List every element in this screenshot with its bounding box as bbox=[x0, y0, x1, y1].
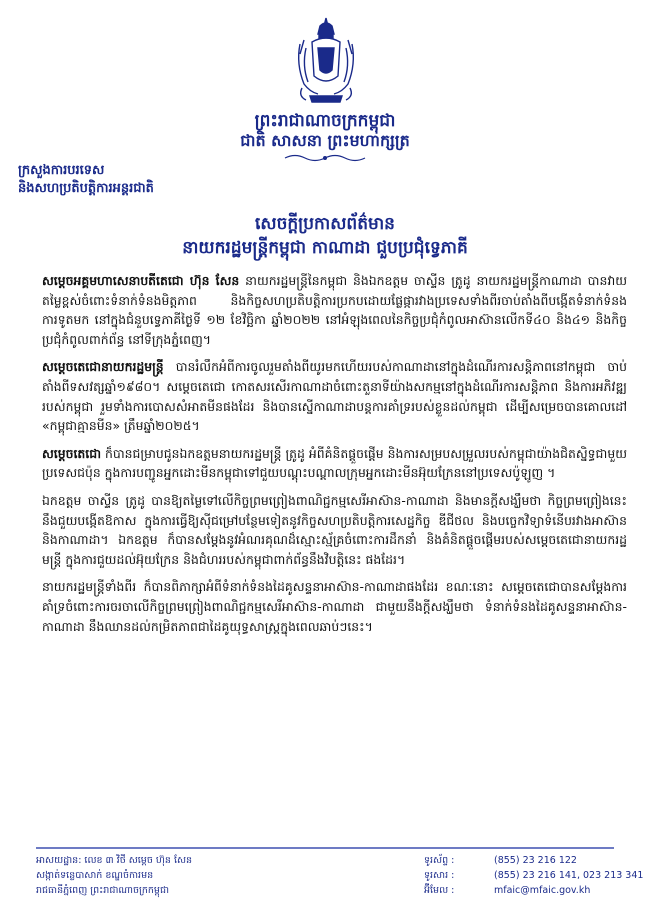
paragraph-text: បានរំលឹកអំពីការចូលរួមតាំងពីយូរមកហើយរបស់កាណាដានៅក្នុងដំណើរការសន្តិភាពនៅកម្ពុជា ចាប់តាំងពីទសវត្សឆ្នាំ១៩៨០។ សម្តេចតេជោ កោតសរសើរកាណាដាចំពោះតួនាទីយ៉ាងសកម្មនៅក្នុងដំណើរការសន្តិភាព និងការអភិវឌ្ឍរបស់កម្ពុជា រួមទាំងការបោសសំអាតមីនផងដែរ និងបានស្នើកាណាដាបន្តការគាំទ្ររបស់ខ្លួនដល់កម្ពុជា ដើម្បីសម្រេចបានគោលដៅ «កម្ពុជាគ្មានមីន» ត្រឹមឆ្នាំ២០២៥។ bbox=[42, 359, 627, 434]
kingdom-heading: ព្រះរាជាណាចក្រកម្ពុជា bbox=[254, 111, 396, 131]
address-line: រាជធានីភ្នំពេញ ព្រះរាជាណាចក្រកម្ពុជា bbox=[36, 885, 169, 896]
royal-emblem-icon bbox=[290, 14, 362, 106]
paragraph-text: ឯកឧត្តម ចាស្ទីន ត្រូដូ បានឱ្យតម្លៃទៅលើកិច្ចព្រមព្រៀងពាណិជ្ជកម្មសេរីអាស៊ាន-កាណាដា និងមានក្តីសង្ឃឹមថា កិច្ចព្រមព្រៀងនេះនឹងជួយបង្កើតឱកាស ក្នុងការធ្វើឱ្យស៊ីជម្រៅបន្ថែមទៀតនូវកិច្ចសហប្រតិបត្តិការសេដ្ឋកិច្ច ឌីជីថល និងបច្ចេកវិទ្យាទំនើបរវាងអាស៊ាន និងកាណាដា។ ឯកឧត្តម ក៏បានសម្តែងនូវអំណរគុណដ៏ស្មោះស្ម័គ្រចំពោះការដឹកនាំ និងគំនិតផ្តួចផ្តើមរបស់សម្តេចតេជោនាយករដ្ឋមន្ត្រី ក្នុងការជួយដល់អ៊ុយក្រែន និងជំហររបស់កម្ពុជាពាក់ព័ន្ធនឹងវិបត្តិនេះ ផងដែរ។ bbox=[42, 492, 627, 567]
fax-number: (855) 23 216 141, 023 213 341 bbox=[494, 870, 644, 881]
footer-contact bbox=[424, 853, 644, 898]
national-motto: ជាតិ សាសនា ព្រះមហាក្សត្រ bbox=[240, 131, 410, 150]
email-row[interactable] bbox=[424, 883, 634, 898]
paragraph-text: នាយករដ្ឋមន្ត្រីនៃកម្ពុជា និងឯកឧត្តម ចាស្ទីន ត្រូដូ នាយករដ្ឋមន្ត្រីកាណាដា បានវាយតម្លៃខ្ពស់ចំពោះទំនាក់ទំនងមិត្តភាព និងកិច្ចសហប្រតិបត្តិការប្រកបដោយផ្លែផ្ការវាងប្រទេសទាំងពីរចាប់តាំងពីបង្កើតទំនាក់ទំនងការទូតមក នៅក្នុងជំនួបទ្វេភាគីថ្ងៃទី ១២ ខែវិច្ឆិកា ឆ្នាំ២០២២ នៅអំឡុងពេលនៃកិច្ចប្រជុំកំពូលអាស៊ានលើកទី៤០ និង៤១ និងកិច្ចប្រជុំកំពូលពាក់ព័ន្ធ នៅទីក្រុងភ្នំពេញ។ bbox=[42, 273, 628, 347]
footer-address bbox=[36, 853, 336, 898]
document-subtitle: នាយករដ្ឋមន្ត្រីកម្ពុជា កាណាដា ជួបប្រជុំទ្វេភាគី bbox=[182, 238, 468, 258]
fax-row bbox=[424, 868, 644, 883]
paragraph-text: ក៏បានជម្រាបជូនឯកឧត្តមនាយករដ្ឋមន្ត្រី ត្រូដូ អំពីគំនិតផ្តួចផ្តើម និងការសម្របសម្រួលរបស់កម្ពុជាយ៉ាងជិតស្និទ្ធជាមួយប្រទេសជប៉ុន ក្នុងការបញ្ជូនអ្នកដោះមីនកម្ពុជាទៅជួយបណ្តុះបណ្តាលក្រុមអ្នកដោះមីនអ៊ុយក្រែននៅប្រទេសប៉ូឡូញ ។ bbox=[42, 445, 627, 481]
fax-label: ទូរសារ : bbox=[424, 870, 455, 881]
phone-label: ទូរស័ព្ទ : bbox=[424, 855, 455, 866]
press-release-body bbox=[42, 271, 627, 644]
paragraph bbox=[42, 271, 627, 349]
ministry-name-line2: និងសហប្រតិបត្តិការអន្តរជាតិ bbox=[18, 181, 154, 196]
email-link[interactable]: mfaic@mfaic.gov.kh bbox=[494, 885, 591, 896]
decorative-ornament-icon bbox=[283, 153, 367, 163]
address-line: អាសយដ្ឋាន: លេខ ៣ វិថី សម្តេច ហ៊ុន សែន bbox=[36, 855, 193, 866]
document-title: សេចក្តីប្រកាសព័ត៌មាន bbox=[255, 214, 395, 234]
paragraph bbox=[42, 577, 627, 636]
email-label: អ៊ីមែល : bbox=[424, 885, 455, 896]
paragraph-lead: សម្តេចអគ្គមហាសេនាបតីតេជោ ហ៊ុន សែន bbox=[42, 273, 240, 288]
paragraph bbox=[42, 491, 627, 569]
paragraph-lead: សម្តេចតេជោនាយករដ្ឋមន្ត្រី bbox=[42, 359, 164, 375]
paragraph bbox=[42, 357, 627, 435]
paragraph bbox=[42, 444, 627, 483]
address-line: សង្កាត់ទន្លេបាសាក់ ខណ្ឌចំការមន bbox=[36, 870, 154, 881]
paragraph-text: នាយករដ្ឋមន្ត្រីទាំងពីរ ក៏បានពិភាក្សាអំពីទំនាក់ទំនងដៃគូសន្ទនាអាស៊ាន-កាណាដាផងដែរ ខណៈនោះ សម្តេចតេជោបានសម្តែងការគាំទ្រចំពោះការចរចាលើកិច្ចព្រមព្រៀងពាណិជ្ជកម្មសេរីអាស៊ាន-កាណាដា ជាមួយនឹងក្តីសង្ឃឹមថា ទំនាក់ទំនងដៃគូសន្ទនាអាស៊ាន-កាណាដា នឹងឈានដល់កម្រិតភាពជាដៃគូយុទ្ធសាស្ត្រក្នុងពេលឆាប់ៗនេះ។ bbox=[42, 579, 627, 634]
footer-divider bbox=[36, 847, 614, 849]
phone-row bbox=[424, 853, 634, 868]
phone-number: (855) 23 216 122 bbox=[494, 855, 577, 866]
ministry-name-line1: ក្រសួងការបរទេស bbox=[18, 163, 105, 178]
paragraph-lead: សម្តេចតេជោ bbox=[42, 445, 101, 461]
